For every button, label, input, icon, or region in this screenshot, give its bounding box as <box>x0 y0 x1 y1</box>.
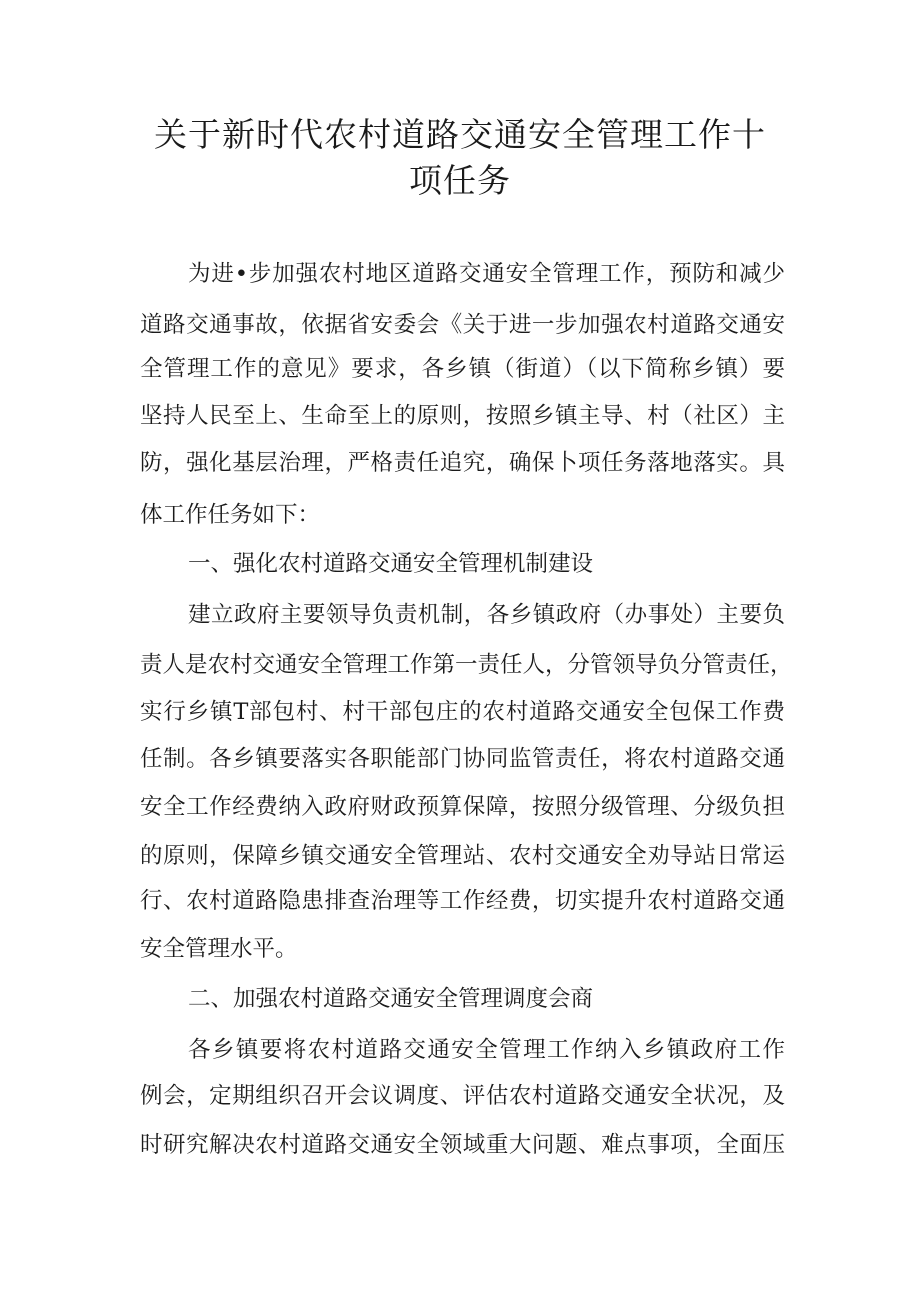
section-2-heading: 二、加强农村道路交通安全管理调度会商 <box>188 986 594 1012</box>
section-1-line-3: 实行乡镇T部包村、村干部包庄的农村道路交通安全包保工作费 <box>140 699 785 725</box>
document-title-line-2: 项任务 <box>409 161 511 200</box>
section-1-heading: 一、强化农村道路交通安全管理机制建设 <box>188 551 594 577</box>
intro-line-4: 坚持人民至上、生命至上的原则，按照乡镇主导、村（社区）主 <box>140 403 785 429</box>
intro-line-3: 全管理工作的意见》要求，各乡镇（街道）（以下简称乡镇）要 <box>140 356 785 382</box>
section-1-line-8: 安全管理水平。 <box>140 936 298 962</box>
intro-line-5: 防，强化基层治理，严格责任追究，确保卜项任务落地落实。具 <box>140 450 785 476</box>
section-1-line-5: 安全工作经费纳入政府财政预算保障，按照分级管理、分级负担 <box>140 794 785 820</box>
intro-line-2: 道路交通事故，依据省安委会《关于进一步加强农村道路交通安 <box>140 312 785 338</box>
section-1-line-1: 建立政府主要领导负责机制，各乡镇政府（办事处）主要负 <box>188 602 785 628</box>
section-2-line-2: 例会，定期组织召开会议调度、评估农村道路交通安全状况，及 <box>140 1083 785 1109</box>
section-2-line-1: 各乡镇要将农村道路交通安全管理工作纳入乡镇政府工作 <box>188 1037 785 1063</box>
section-2-line-3: 时研究解决农村道路交通安全领域重大问题、难点事项，全面压 <box>140 1132 785 1158</box>
intro-line-6: 体工作任务如下： <box>140 502 321 528</box>
section-1-line-2: 责人是农村交通安全管理工作第一责任人，分管领导负分管责任， <box>140 652 793 678</box>
intro-line-1: 为进•步加强农村地区道路交通安全管理工作，预防和减少 <box>188 261 785 287</box>
section-1-line-7: 行、农村道路隐患排查治理等工作经费，切实提升农村道路交通 <box>140 888 785 914</box>
section-1-line-6: 的原则，保障乡镇交通安全管理站、农村交通安全劝导站日常运 <box>140 843 785 869</box>
document-title-line-1: 关于新时代农村道路交通安全管理工作十 <box>154 115 766 154</box>
section-1-line-4: 任制。各乡镇要落实各职能部门协同监管责任，将农村道路交通 <box>140 746 785 772</box>
